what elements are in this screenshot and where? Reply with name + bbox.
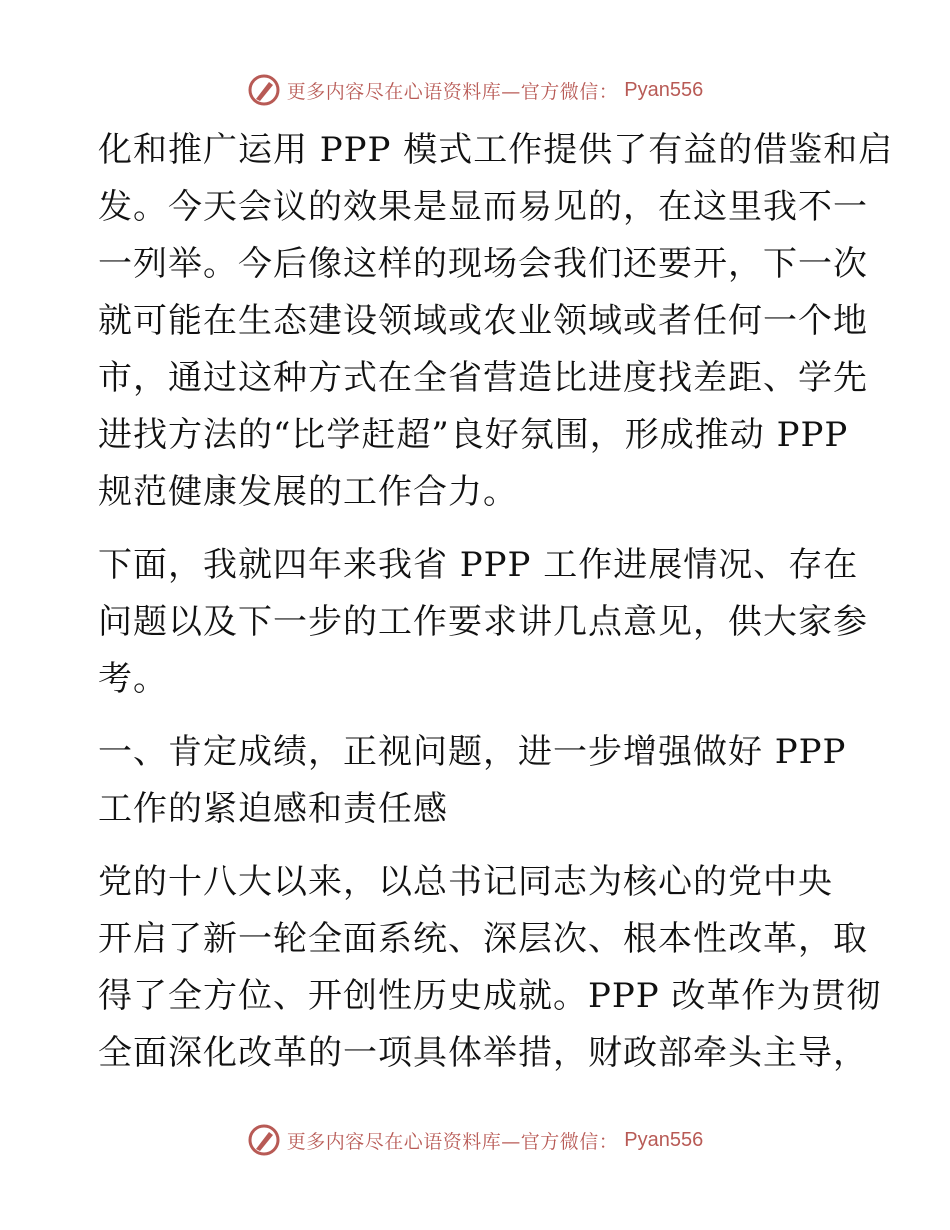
text-line: 问题以及下一步的工作要求讲几点意见，供大家参 (98, 602, 868, 642)
text-line: 党的十八大以来，以总书记同志为核心的党中央 (98, 862, 833, 902)
text-line: 发。今天会议的效果是显而易见的，在这里我不一 (98, 187, 868, 227)
text-line: 工作的紧迫感和责任感 (98, 789, 448, 829)
text-line: 开启了新一轮全面系统、深层次、根本性改革，取 (98, 919, 868, 959)
section-heading (98, 724, 850, 838)
paragraph-1 (98, 122, 894, 521)
pen-logo-icon (247, 1123, 281, 1157)
text-line: 就可能在生态建设领域或农业领域或者任何一个地 (98, 301, 868, 341)
text-line: 进找方法的“比学赶超”良好氛围，形成推动 PPP (98, 415, 849, 455)
text-line: 下面，我就四年来我省 PPP 工作进展情况、存在 (98, 545, 859, 585)
text-line: 化和推广运用 PPP 模式工作提供了有益的借鉴和启 (98, 130, 894, 170)
text-line: 全面深化改革的一项具体举措，财政部牵头主导， (98, 1033, 868, 1073)
text-line: 考。 (98, 659, 168, 699)
header-watermark (0, 70, 950, 110)
paragraph-3 (98, 854, 882, 1082)
text-line: 一、肯定成绩，正视问题，进一步增强做好 PPP (98, 732, 847, 772)
pen-logo-icon (247, 73, 281, 107)
paragraph-2 (98, 537, 868, 708)
text-line: 规范健康发展的工作合力。 (98, 472, 518, 512)
document-body (98, 122, 894, 1082)
text-line: 市，通过这种方式在全省营造比进度找差距、学先 (98, 358, 868, 398)
watermark-wechat-id: Pyan556 (624, 1128, 704, 1151)
footer-watermark (0, 1120, 950, 1160)
watermark-text: 更多内容尽在心语资料库—官方微信： (286, 1130, 619, 1153)
watermark-wechat-id: Pyan556 (624, 78, 704, 101)
text-line: 得了全方位、开创性历史成就。PPP 改革作为贯彻 (98, 976, 882, 1016)
watermark-text: 更多内容尽在心语资料库—官方微信： (286, 80, 619, 103)
text-line: 一列举。今后像这样的现场会我们还要开，下一次 (98, 244, 868, 284)
